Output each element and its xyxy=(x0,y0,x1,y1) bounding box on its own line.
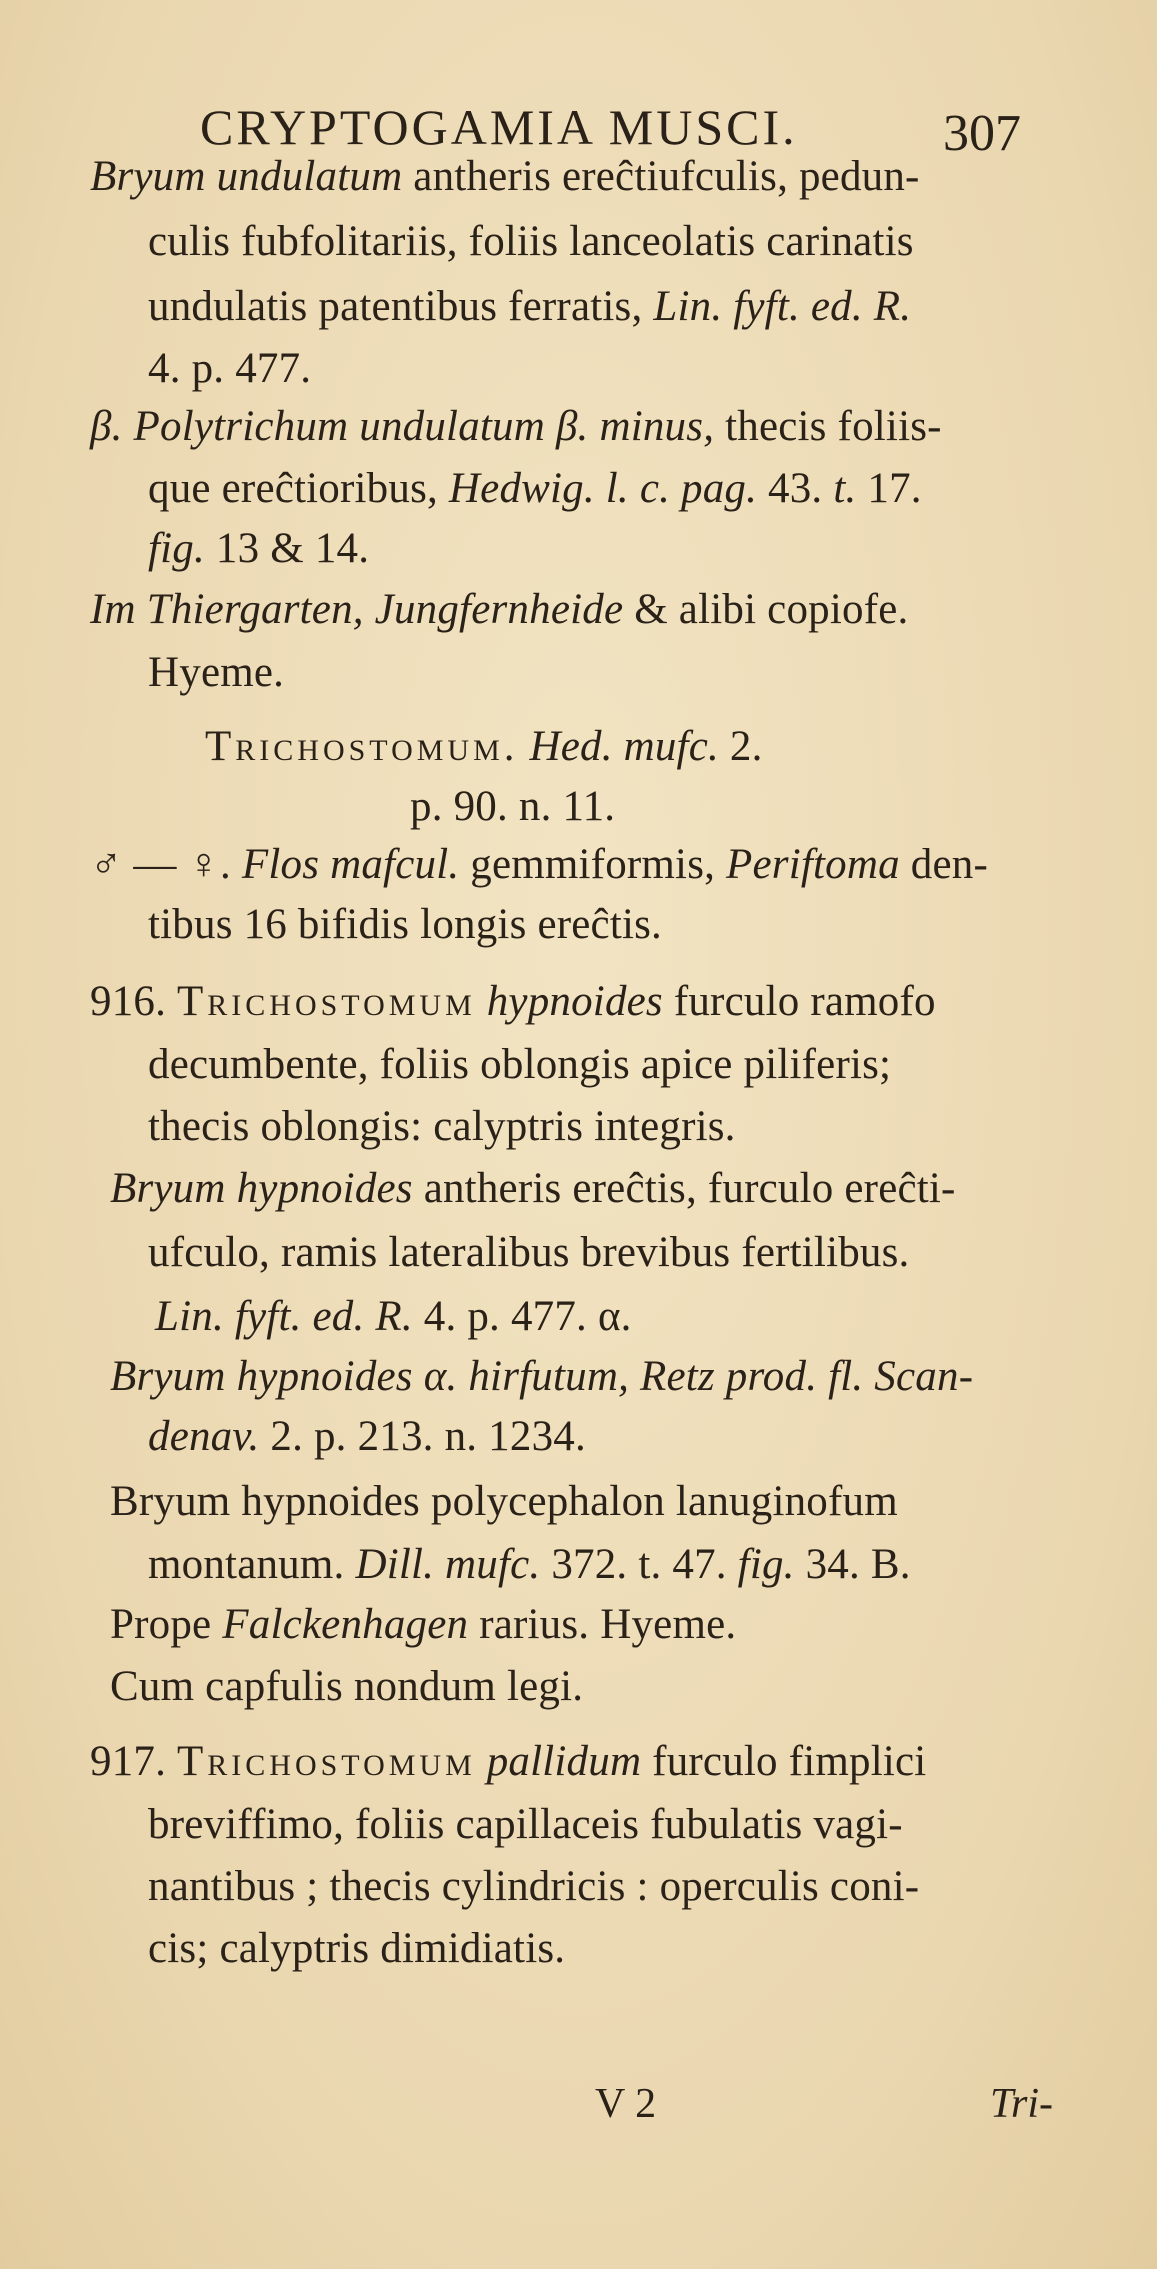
roman-text: p. 90. n. 11. xyxy=(410,783,616,830)
italic-text: fig. xyxy=(737,1541,795,1588)
text-line xyxy=(148,522,369,576)
roman-text: 43. xyxy=(757,465,834,512)
text-line xyxy=(148,215,914,269)
small-caps-text: Trichostomum. xyxy=(205,723,519,770)
text-line xyxy=(148,1798,903,1852)
roman-text: montanum. xyxy=(148,1541,356,1588)
roman-text: undulatis patentibus ferratis, xyxy=(148,283,654,330)
text-line xyxy=(148,1100,736,1154)
italic-text: β. xyxy=(90,403,134,450)
roman-text: furculo fimplici xyxy=(641,1738,927,1785)
italic-text: Dill. mufc. xyxy=(355,1541,541,1588)
text-line xyxy=(148,646,284,700)
text-line xyxy=(148,1922,565,1976)
text-line xyxy=(148,280,911,334)
italic-text: Lin. fyft. ed. R. xyxy=(653,283,912,330)
catchword: Tri- xyxy=(990,2081,1054,2127)
roman-text: 34. B. xyxy=(794,1541,911,1588)
roman-text: thecis foliis- xyxy=(714,403,942,450)
roman-text: Hyeme. xyxy=(148,649,285,696)
roman-text: rarius. Hyeme. xyxy=(468,1601,737,1648)
running-head-title: CRYPTOGAMIA MUSCI. xyxy=(200,99,798,155)
italic-text: denav. xyxy=(148,1413,260,1460)
roman-text: 4. p. 477. xyxy=(148,345,312,392)
roman-text: 916. xyxy=(90,978,177,1025)
roman-text: & alibi copiofe. xyxy=(623,586,909,633)
text-line xyxy=(90,975,936,1029)
roman-text: breviffimo, foliis capillaceis fubulatis vagi- xyxy=(148,1801,903,1848)
italic-text: pallidum xyxy=(475,1738,642,1785)
roman-text: thecis oblongis: calyptris integris. xyxy=(148,1103,736,1150)
italic-text: Hedwig. l. c. pag. xyxy=(448,465,758,512)
roman-text: 13 & 14. xyxy=(204,525,370,572)
roman-text: 4. p. 477. α. xyxy=(412,1293,632,1340)
roman-text: 2. p. 213. n. 1234. xyxy=(259,1413,586,1460)
roman-text: cis; calyptris dimidiatis. xyxy=(148,1925,566,1972)
italic-text: Bryum hypnoides α. hirfutum, Retz prod. fl. Scan- xyxy=(110,1353,974,1400)
text-line xyxy=(148,1038,891,1092)
roman-text: den- xyxy=(899,841,988,888)
text-line xyxy=(90,150,920,204)
text-line xyxy=(205,720,763,774)
roman-text: ♂ — ♀. xyxy=(90,841,242,888)
italic-text: Periftoma xyxy=(726,841,900,888)
roman-text: Prope xyxy=(110,1601,223,1648)
roman-text: 2. xyxy=(718,723,763,770)
roman-text: 917. xyxy=(90,1738,177,1785)
text-line xyxy=(90,1735,926,1789)
text-line xyxy=(110,1598,736,1652)
text-line xyxy=(110,1475,898,1529)
roman-text: antheris ereĉtiufculis, pedun- xyxy=(402,153,920,200)
italic-text: Bryum hypnoides xyxy=(110,1165,413,1212)
roman-text: furculo ramofo xyxy=(662,978,936,1025)
text-line xyxy=(148,1410,586,1464)
roman-text: decumbente, foliis oblongis apice piliferis; xyxy=(148,1041,892,1088)
roman-text: que ereĉtioribus, xyxy=(148,465,449,512)
roman-text: tibus 16 bifidis longis ereĉtis. xyxy=(148,901,663,948)
roman-text: nantibus ; thecis cylindricis : operculis coni- xyxy=(148,1863,920,1910)
roman-text: culis fubfolitariis, foliis lanceolatis carinatis xyxy=(148,218,914,265)
italic-text: Im Thiergarten, Jungfernheide xyxy=(90,586,624,633)
text-line xyxy=(410,780,615,834)
small-caps-text: Trichostomum xyxy=(177,978,476,1025)
text-line xyxy=(110,1162,956,1216)
italic-text: Polytrichum undulatum β. minus, xyxy=(133,403,715,450)
small-caps-text: Trichostomum xyxy=(177,1738,476,1785)
text-line xyxy=(110,1660,583,1714)
page-number: 307 xyxy=(943,105,1021,162)
text-line xyxy=(148,342,311,396)
text-line xyxy=(148,898,662,952)
italic-text: Flos mafcul. xyxy=(241,841,460,888)
text-line xyxy=(148,462,922,516)
roman-text: 17. xyxy=(856,465,922,512)
text-line xyxy=(148,1226,910,1280)
italic-text: Hed. mufc. xyxy=(518,723,719,770)
roman-text: antheris ereĉtis, furculo ereĉti- xyxy=(412,1165,956,1212)
roman-text: 372. t. 47. xyxy=(540,1541,738,1588)
text-line xyxy=(148,1860,919,1914)
text-line xyxy=(90,838,988,892)
italic-text: t. xyxy=(833,465,857,512)
roman-text: gemmiformis, xyxy=(459,841,727,888)
roman-text: Bryum hypnoides polycephalon lanuginofum xyxy=(110,1478,898,1525)
italic-text: Bryum undulatum xyxy=(90,153,403,200)
italic-text: fig. xyxy=(148,525,205,572)
text-line xyxy=(148,1538,911,1592)
italic-text: Falckenhagen xyxy=(222,1601,469,1648)
text-line xyxy=(90,583,908,637)
signature-mark: V 2 xyxy=(595,2081,657,2127)
roman-text: ufculo, ramis lateralibus brevibus fertilibus. xyxy=(148,1229,910,1276)
text-line xyxy=(155,1290,632,1344)
text-line xyxy=(90,400,942,454)
roman-text: Cum capfulis nondum legi. xyxy=(110,1663,584,1710)
italic-text: hypnoides xyxy=(475,978,663,1025)
text-line xyxy=(110,1350,973,1404)
italic-text: Lin. fyft. ed. R. xyxy=(155,1293,413,1340)
